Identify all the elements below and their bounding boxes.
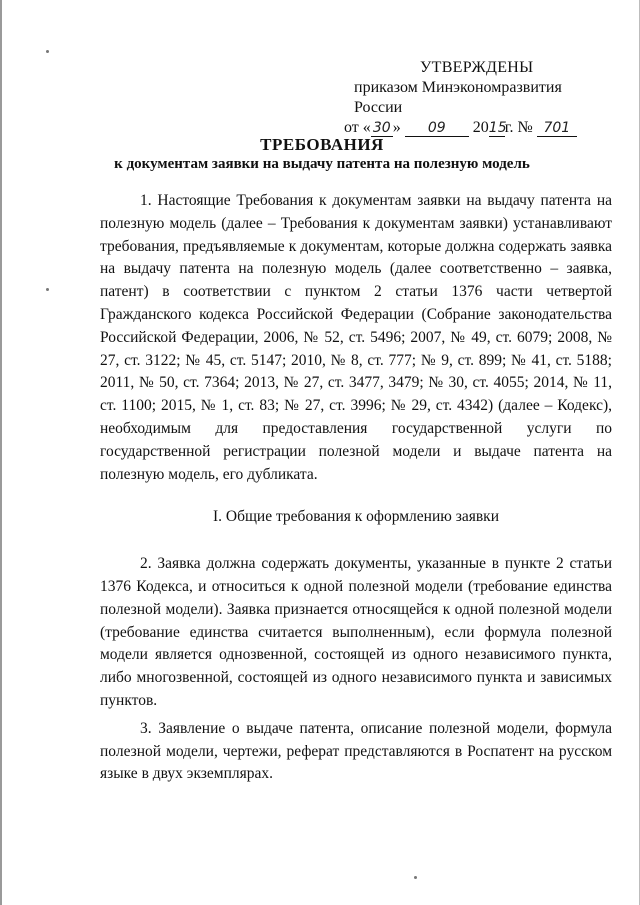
date-prefix: от « <box>344 119 371 136</box>
approval-block <box>342 58 612 138</box>
paragraph-3: 3. Заявление о выдаче патента, описание полезной модели, формула полезной модели, чертежи, реферат представляются в Роспатент на русском языке в двух экземплярах. <box>100 719 612 783</box>
year-prefix: 20 <box>472 119 489 136</box>
order-year: 15 <box>488 120 507 136</box>
scan-speck <box>414 876 417 879</box>
paragraph-2: 2. Заявка должна содержать документы, указанные в пункте 2 статьи 1376 Кодекса, и относиться к одной полезной модели (требование единства полезной модели). Заявка признается относящейся к одной полезной модели (требование единства считается выполненным), если формула полезной модели является однозвенной, состоящей из одного независимого пункта, либо многозвенной, состоящей из одного независимого пункта и зависимых пунктов. <box>100 555 612 709</box>
scan-speck <box>46 288 49 291</box>
document-body <box>100 190 612 786</box>
order-month: 09 <box>405 120 469 137</box>
section-heading-1: I. Общие требования к оформлению заявки <box>212 508 499 526</box>
order-line: приказом Минэкономразвития России <box>354 79 562 116</box>
paragraph-1: 1. Настоящие Требования к документам заявки на выдачу патента на полезную модель (далее – Требования к документам заявки) устанавливают требования, предъявляемые к документам, которые должна содержать заявка на выдачу патента на полезную модель (далее соответственно – заявка, патент) в соответствии с пунктом 2 статьи 1376 части четвертой Гражданского кодекса Российской Федерации (Собрание законодательства Российской Федерации, 2006, № 52, ст. 5496; 2007, № 49, ст. 6079; 2008, № 27, ст. 3122; № 45, ст. 5147; 2010, № 8, ст. 777; № 9, ст. 899; № 41, ст. 5188; 2011, № 50, ст. 7364; 2013, № 27, ст. 3477, 3479; № 30, ст. 4055; 2014, № 11, ст. 1100; 2015, № 1, ст. 83; № 27, ст. 3996; № 29, ст. 4342) (далее – Кодекс), необходимым для предоставления государственной услуги по государственной регистрации полезной модели и выдаче патента на полезную модель, его дубликата. <box>100 192 612 483</box>
day-suffix: » <box>392 119 401 136</box>
approved-heading: УТВЕРЖДЕНЫ <box>420 59 534 76</box>
number-prefix: г. № <box>504 119 533 136</box>
order-day: 30 <box>371 120 393 137</box>
scan-speck <box>46 50 49 53</box>
document-subtitle: к документам заявки на выдачу патента на полезную модель <box>114 156 530 172</box>
order-number: 701 <box>537 120 577 137</box>
document-title: ТРЕБОВАНИЯ <box>260 135 384 154</box>
